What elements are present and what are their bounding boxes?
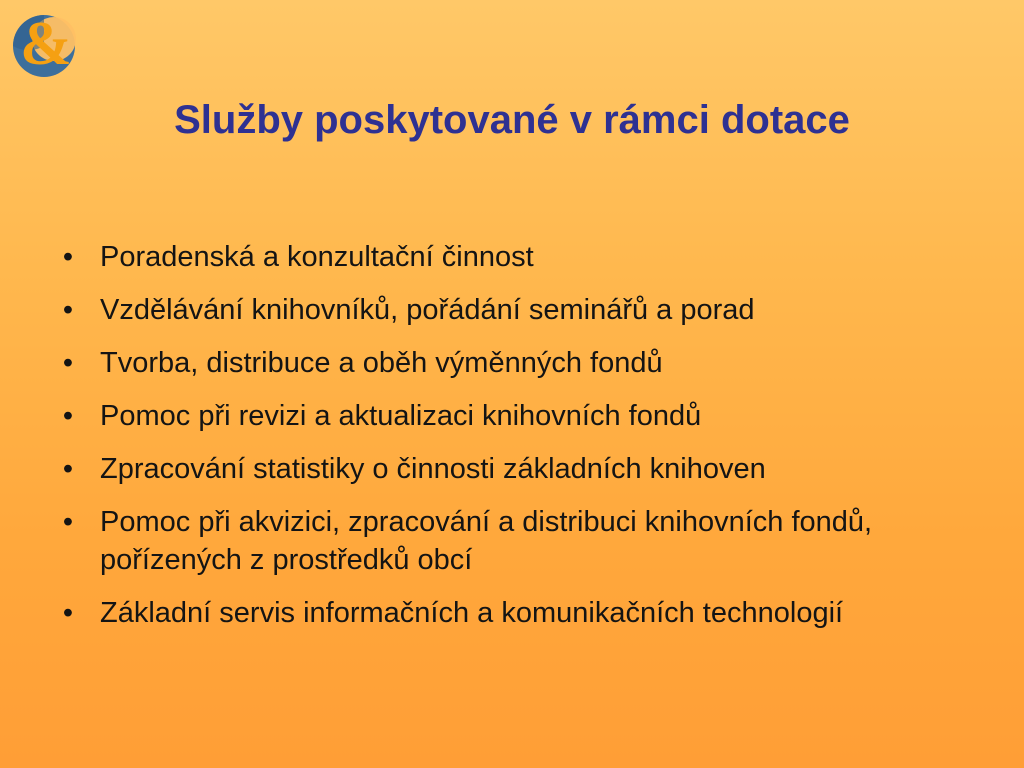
list-item [56,238,956,276]
bullet-icon: • [62,506,74,538]
list-item [56,450,956,488]
list-item [56,291,956,329]
list-item-text: Poradenská a konzultační činnost [100,241,534,273]
list-item-text: Tvorba, distribuce a oběh výměnných fondů [100,347,663,379]
bullet-icon: • [62,453,74,485]
ampersand-logo-icon [8,6,84,80]
bullet-icon: • [62,347,74,379]
list-item [56,397,956,435]
bullet-icon: • [62,400,74,432]
list-item-text: Pomoc při revizi a aktualizaci knihovních fondů [100,400,702,432]
list-item-text: Vzdělávání knihovníků, pořádání seminářů a porad [100,294,755,326]
bullet-list [56,238,956,647]
bullet-icon: • [62,294,74,326]
list-item [56,594,956,632]
slide-title: Služby poskytované v rámci dotace [174,98,850,142]
list-item [56,344,956,382]
svg-text:&: & [20,10,72,78]
bullet-icon: • [62,597,74,629]
list-item-text: Pomoc při akvizici, zpracování a distribuci knihovních fondů, pořízených z prostředků obcí [100,506,873,576]
list-item [56,503,956,579]
list-item-text: Zpracování statistiky o činnosti základních knihoven [100,453,766,485]
list-item-text: Základní servis informačních a komunikačních technologií [100,597,844,629]
bullet-icon: • [62,241,74,273]
